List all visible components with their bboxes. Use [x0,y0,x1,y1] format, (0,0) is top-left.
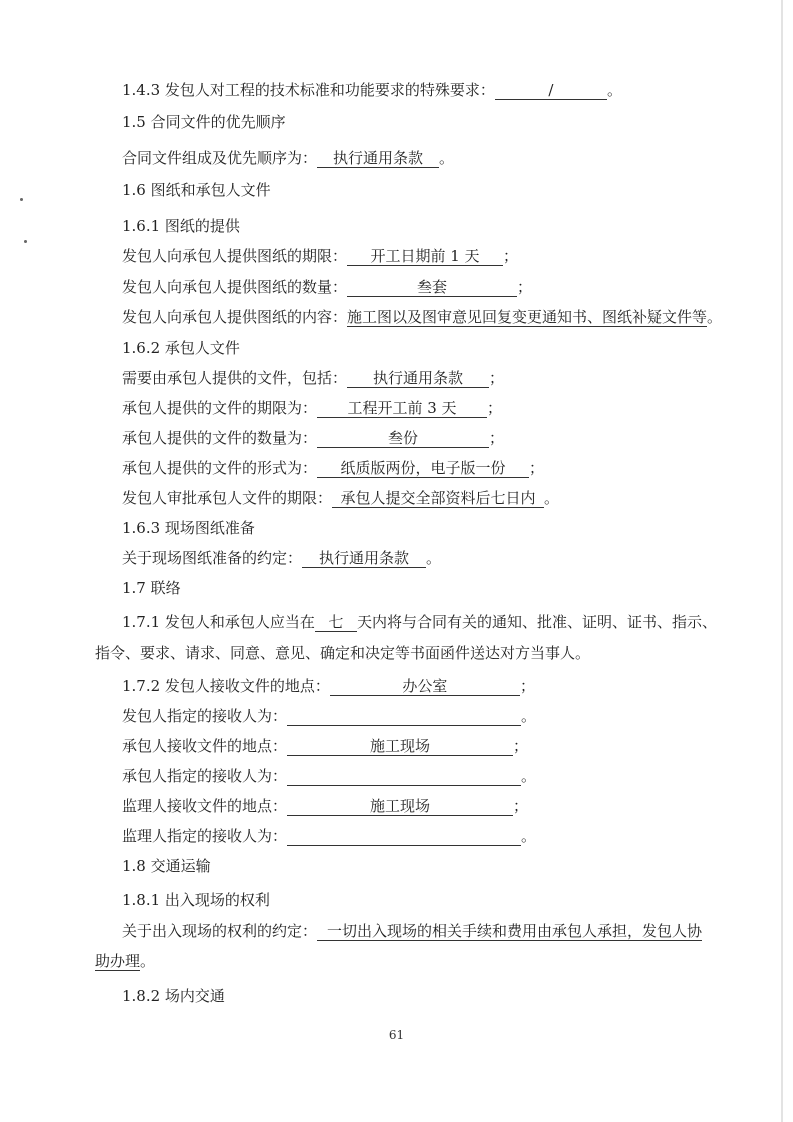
scan-speck [24,240,27,243]
blank-field: 办公室 [330,677,520,696]
page-number: 61 [388,1028,405,1042]
blank-field: 执行通用条款 [317,149,439,168]
clause-1-7-1-cont: 指令、要求、请求、同意、意见、确定和决定等书面函件送达对方当事人。 [95,644,591,662]
punct: 。 [544,489,560,507]
heading-1-6-3: 1.6.3 现场图纸准备 [122,519,255,537]
punct: 。 [521,707,537,725]
heading-1-7: 1.7 联络 [122,579,181,597]
clause-text: 天内将与合同有关的通知、批准、证明、证书、指示、 [356,613,717,631]
clause-text: 发包人指定的接收人为： [122,707,288,725]
clause-text: 监理人接收文件的地点： [122,797,288,815]
clause-text: 承包人提供的文件的数量为： [122,429,318,447]
heading-1-6-2: 1.6.2 承包人文件 [122,339,240,357]
blank-field: 叁套 [347,278,517,297]
punct: ； [487,399,503,417]
employer-approval-period [122,488,733,508]
punct: ； [517,278,533,296]
heading-1-6-1: 1.6.1 图纸的提供 [122,217,240,235]
heading-1-5: 1.5 合同文件的优先顺序 [122,113,286,131]
blank-field: 执行通用条款 [302,549,426,568]
punct: 。 [426,549,442,567]
blank-field: 一切出入现场的相关手续和费用由承包人承担，发包人协 [317,922,702,941]
clause-text: 承包人接收文件的地点： [122,737,288,755]
blank-field: / [495,81,607,100]
clause-text: 发包人向承包人提供图纸的数量： [122,278,348,296]
clause-text: 关于出入现场的权利的约定： [122,922,318,940]
clause-text: 合同文件组成及优先顺序为： [122,149,318,167]
clause-text: 承包人提供的文件的形式为： [122,459,318,477]
punct: 。 [707,308,723,326]
blank-field: 纸质版两份，电子版一份 [317,459,529,478]
scan-edge-shadow [781,0,783,1122]
employer-receive-place [122,676,733,696]
clause-text: 承包人指定的接收人为： [122,767,288,785]
blank-field: 助办理 [95,952,141,970]
punct: ； [503,247,519,265]
heading-1-8-2: 1.8.2 场内交通 [122,987,225,1005]
punct: 。 [521,827,537,845]
heading-1-6: 1.6 图纸和承包人文件 [122,181,271,199]
punct: ； [513,797,529,815]
contract-docs-order [122,148,733,168]
contractor-recipient [122,766,733,786]
clause-1-7-1 [122,612,733,632]
drawing-content [122,307,733,327]
punct: 。 [439,149,455,167]
clause-text: 关于现场图纸准备的约定： [122,549,303,567]
blank-field: 七 [315,613,357,632]
contractor-receive-place [122,736,733,756]
heading-1-8-1: 1.8.1 出入现场的权利 [122,891,270,909]
clause-text: 承包人提供的文件的期限为： [122,399,318,417]
supervisor-recipient [122,826,733,846]
blank-field: 施工现场 [287,797,513,816]
punct: 。 [140,952,156,970]
drawing-period [122,246,733,266]
blank-field: 开工日期前 1 天 [347,247,503,266]
blank-field [287,707,521,726]
blank-field: 施工现场 [287,737,513,756]
drawing-quantity [122,277,733,297]
site-access-rights [122,921,733,941]
clause-text: 1.7.2 发包人接收文件的地点： [122,677,330,695]
blank-field: 执行通用条款 [347,369,489,388]
supervisor-receive-place [122,796,733,816]
clause-text: 需要由承包人提供的文件，包括： [122,369,348,387]
clause-text: 发包人向承包人提供图纸的内容： [122,308,348,326]
blank-field [287,827,521,846]
clause-text: 发包人审批承包人文件的期限： [122,489,333,507]
clause-text: 发包人向承包人提供图纸的期限： [122,247,348,265]
punct: ； [529,459,545,477]
clause-text: 1.7.1 发包人和承包人应当在 [122,613,315,631]
contractor-docs-period [122,398,733,418]
contractor-docs-form [122,458,733,478]
blank-field [287,767,521,786]
punct: ； [513,737,529,755]
blank-field: 工程开工前 3 天 [317,399,487,418]
punct: 。 [521,767,537,785]
punct: ； [519,677,535,695]
heading-1-8: 1.8 交通运输 [122,857,211,875]
clause-text: 1.4.3 发包人对工程的技术标准和功能要求的特殊要求： [122,81,495,99]
punct: ； [489,369,505,387]
blank-field: 施工图以及图审意见回复变更通知书、图纸补疑文件等 [347,308,708,326]
blank-field: 承包人提交全部资料后七日内 [332,489,544,508]
site-drawing-prep [122,548,733,568]
site-access-rights-cont [95,951,733,971]
clause-1-4-3 [122,80,733,100]
blank-field: 叁份 [317,429,489,448]
scan-speck [20,198,23,201]
clause-text: 监理人指定的接收人为： [122,827,288,845]
contractor-docs-quantity [122,428,733,448]
employer-recipient [122,706,733,726]
contractor-docs-included [122,368,733,388]
punct: ； [489,429,505,447]
punct: 。 [606,81,622,99]
